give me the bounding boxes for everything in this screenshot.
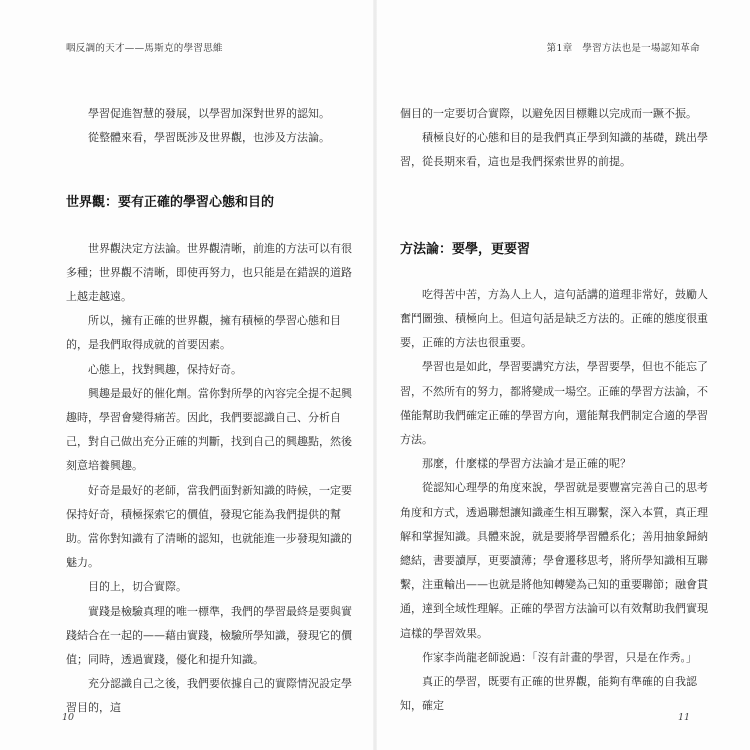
- left-paragraph-2: 所以，擁有正確的世界觀，擁有積極的學習心態和目的，是我們取得成就的首要因素。: [66, 314, 341, 352]
- section-heading-methodology: 方法論：要學，更要習: [400, 241, 531, 257]
- right-running-head: 第1章 學習方法也是一場認知革命: [546, 43, 700, 54]
- left-paragraph-3: 心態上，找對興趣，保持好奇。: [88, 362, 242, 376]
- left-paragraph-1: 世界觀決定方法論。世界觀清晰，前進的方法可以有很多種；世界觀不清晰，即使再努力，也只能是在錯誤的道路上越走越遠。: [66, 241, 352, 304]
- left-running-head: 咽反調的天才——馬斯克的學習思維: [66, 43, 223, 54]
- right-paragraph-6: 真正的學習，既要有正確的世界觀，能夠有準確的自我認知，確定: [400, 675, 697, 713]
- left-intro-paragraph-2: 從整體來看，學習既涉及世界觀，也涉及方法論。: [88, 131, 330, 145]
- right-paragraph-3: 那麼，什麼樣的學習方法論才是正確的呢？: [422, 457, 631, 471]
- left-page-body: [66, 102, 358, 721]
- right-intro-paragraph-2: 積極良好的心態和目的是我們真正學到知識的基礎，跳出學習，從長期來看，這也是我們探索世界的前提。: [400, 131, 708, 169]
- left-paragraph-8: 充分認識自己之後，我們要依據自己的實際情況設定學習目的，這: [66, 677, 352, 715]
- left-paragraph-6: 目的上，切合實際。: [88, 580, 187, 594]
- left-intro-paragraph-1: 學習促進智慧的發展，以學習加深對世界的認知。: [88, 107, 330, 120]
- left-paragraph-4: 興趣是最好的催化劑。當你對所學的內容完全提不起興趣時，學習會變得痛苦。因此，我們要認識自己、分析自己，對自己做出充分正確的判斷，找到自己的興趣點，然後刻意培養興趣。: [66, 386, 352, 473]
- right-page-body: [400, 102, 715, 718]
- section-heading-worldview: 世界觀：要有正確的學習心態和目的: [66, 195, 275, 211]
- right-page-number: 11: [678, 712, 691, 723]
- right-page: [375, 0, 750, 750]
- right-intro-continuation: 個目的一定要切合實際，以避免因目標難以完成而一蹶不振。: [400, 107, 697, 120]
- right-paragraph-2: 學習也是如此，學習要講究方法，學習要學，但也不能忘了習，不然所有的努力，都將變成一場空。正確的學習方法論，不僅能幫助我們確定正確的學習方向，還能幫我們制定合適的學習方法。: [400, 360, 708, 447]
- left-paragraph-7: 實踐是檢驗真理的唯一標準，我們的學習最終是要與實踐結合在一起的——藉由實踐，檢驗所學知識，發現它的價值；同時，透過實踐，優化和提升知識。: [66, 604, 352, 667]
- right-paragraph-4: 從認知心理學的角度來說，學習就是要豐富完善自己的思考角度和方式，透過聯想讓知識產生相互聯繫，深入本質，真正理解和掌握知識。具體來說，就是要將學習體系化；善用抽象歸納總結，書要讀厚，更要讀薄；學會遷移思考，將所學知識相互聯繫，注重輸出——也就是將他知轉變為己知的重要聯節；融會貫通，達到全域性理解。正確的學習方法論可以有效幫助我們實現這樣的學習效果。: [400, 481, 708, 640]
- left-paragraph-5: 好奇是最好的老師，當我們面對新知識的時候，一定要保持好奇，積極探索它的價值，發現它能為我們提供的幫助。當你對知識有了清晰的認知，也就能進一步發現知識的魅力。: [66, 483, 352, 570]
- right-paragraph-5: 作家李尚龍老師說過：「沒有計畫的學習，只是在作秀。」: [422, 650, 697, 664]
- left-page-number: 10: [62, 712, 75, 723]
- right-paragraph-1: 吃得苦中苦，方為人上人，這句話講的道理非常好，鼓勵人奮鬥圖強、積極向上。但這句話是缺乏方法的。正確的態度很重要，正確的方法也很重要。: [400, 287, 708, 350]
